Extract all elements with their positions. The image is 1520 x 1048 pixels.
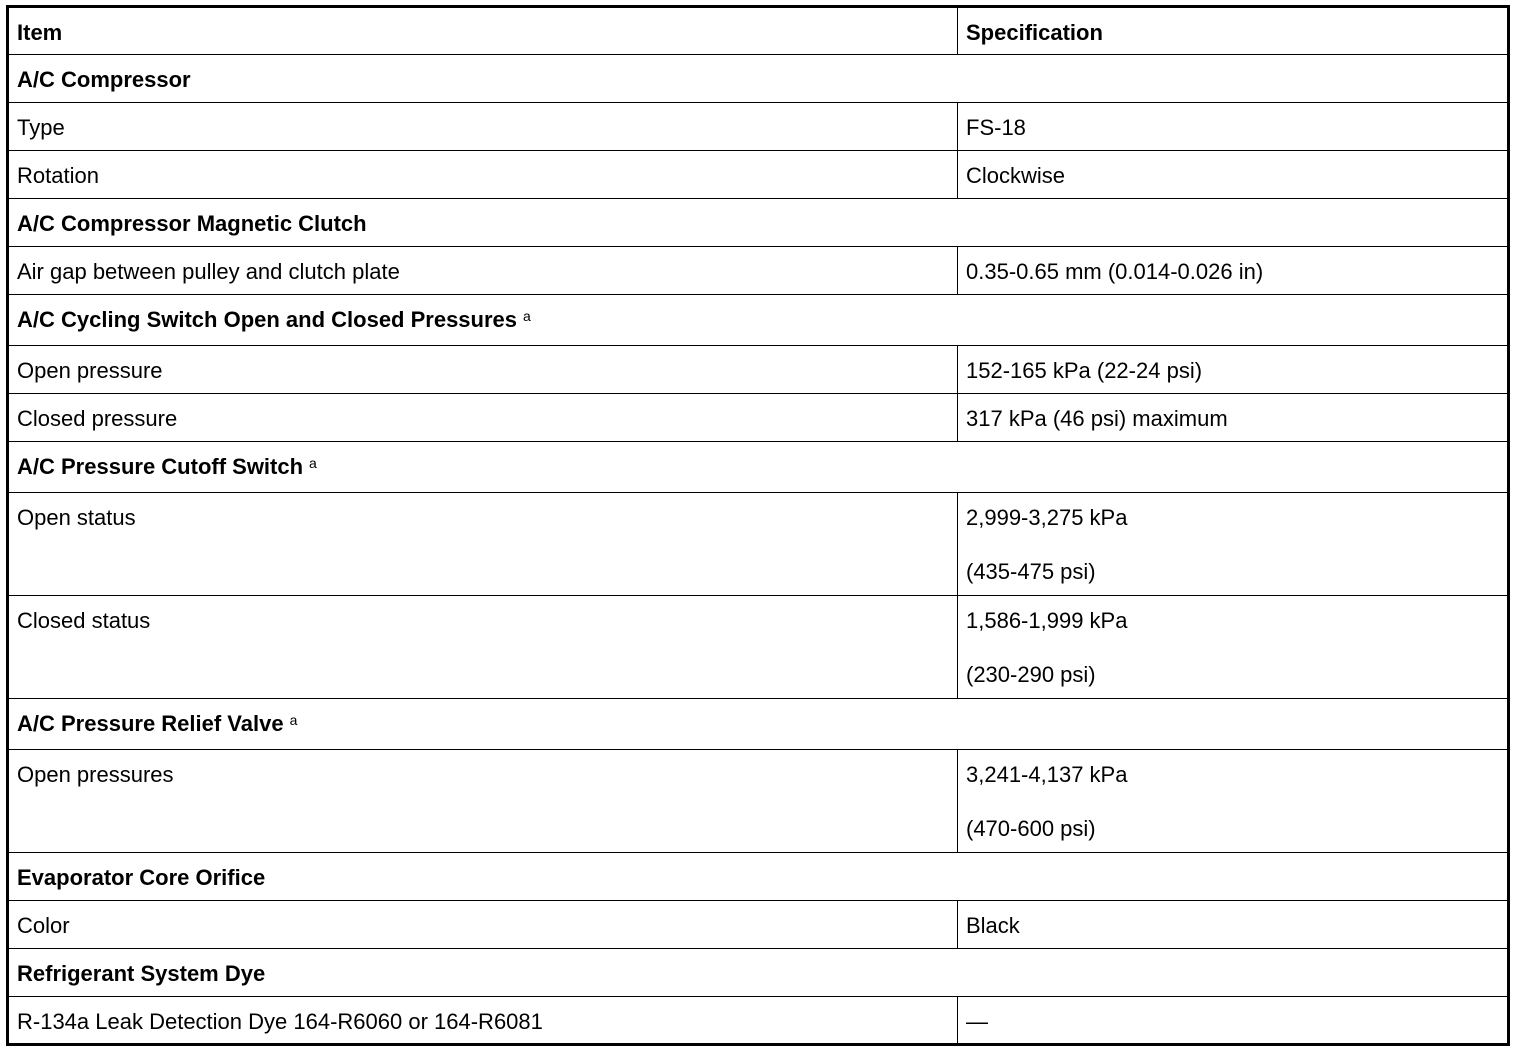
item-cell: Closed pressure — [8, 394, 958, 442]
section-cell-cutoff-switch — [8, 442, 1509, 493]
item-header: Item — [8, 7, 958, 55]
spec-cell: FS-18 — [958, 103, 1509, 151]
spec-cell: 0.35-0.65 mm (0.014-0.026 in) — [958, 247, 1509, 295]
spec-value-psi: (230-290 psi) — [966, 662, 1096, 687]
section-row-cycling-switch — [8, 295, 1509, 346]
specification-header: Specification — [958, 7, 1509, 55]
table-row — [8, 997, 1509, 1045]
spec-cell — [958, 750, 1509, 853]
footnote-marker: a — [309, 455, 317, 471]
item-cell: Rotation — [8, 151, 958, 199]
table-row — [8, 103, 1509, 151]
section-title-cycling-switch: A/C Cycling Switch Open and Closed Pressures — [17, 307, 518, 332]
section-title-clutch: A/C Compressor Magnetic Clutch — [8, 199, 1509, 247]
item-cell: Color — [8, 901, 958, 949]
section-title-compressor: A/C Compressor — [8, 55, 1509, 103]
item-cell: Type — [8, 103, 958, 151]
section-row-dye — [8, 949, 1509, 997]
section-cell-relief-valve — [8, 699, 1509, 750]
item-cell: Open status — [8, 493, 958, 596]
section-row-cutoff-switch — [8, 442, 1509, 493]
spec-value-kpa: 1,586-1,999 kPa — [966, 608, 1128, 633]
footnote-marker: a — [289, 712, 298, 728]
table-row — [8, 394, 1509, 442]
spec-value-psi: (470-600 psi) — [966, 816, 1096, 841]
spec-value-kpa: 2,999-3,275 kPa — [966, 505, 1128, 530]
item-cell: Closed status — [8, 596, 958, 699]
header-row — [8, 7, 1509, 55]
spec-cell: Black — [958, 901, 1509, 949]
spec-cell: Clockwise — [958, 151, 1509, 199]
spec-value-psi: (435-475 psi) — [966, 559, 1096, 584]
table-row — [8, 151, 1509, 199]
footnote-marker: a — [523, 308, 531, 324]
section-row-orifice — [8, 853, 1509, 901]
table-row — [8, 901, 1509, 949]
section-cell-cycling-switch — [8, 295, 1509, 346]
table-row — [8, 247, 1509, 295]
item-cell: R-134a Leak Detection Dye 164-R6060 or 164-R6081 — [8, 997, 958, 1045]
spec-cell: 317 kPa (46 psi) maximum — [958, 394, 1509, 442]
item-cell: Open pressures — [8, 750, 958, 853]
section-title-relief-valve: A/C Pressure Relief Valve — [17, 711, 284, 736]
spec-cell: 152-165 kPa (22-24 psi) — [958, 346, 1509, 394]
section-title-orifice: Evaporator Core Orifice — [8, 853, 1509, 901]
table-row — [8, 346, 1509, 394]
table-row — [8, 596, 1509, 699]
section-title-cutoff-switch: A/C Pressure Cutoff Switch — [17, 454, 304, 479]
section-row-relief-valve — [8, 699, 1509, 750]
spec-cell: — — [958, 997, 1509, 1045]
table-row — [8, 493, 1509, 596]
section-title-dye: Refrigerant System Dye — [8, 949, 1509, 997]
spec-value-kpa: 3,241-4,137 kPa — [966, 762, 1128, 787]
item-cell: Air gap between pulley and clutch plate — [8, 247, 958, 295]
section-row-compressor — [8, 55, 1509, 103]
spec-cell — [958, 596, 1509, 699]
table-row — [8, 750, 1509, 853]
section-row-clutch — [8, 199, 1509, 247]
specification-table — [6, 5, 1510, 1046]
item-cell: Open pressure — [8, 346, 958, 394]
spec-cell — [958, 493, 1509, 596]
